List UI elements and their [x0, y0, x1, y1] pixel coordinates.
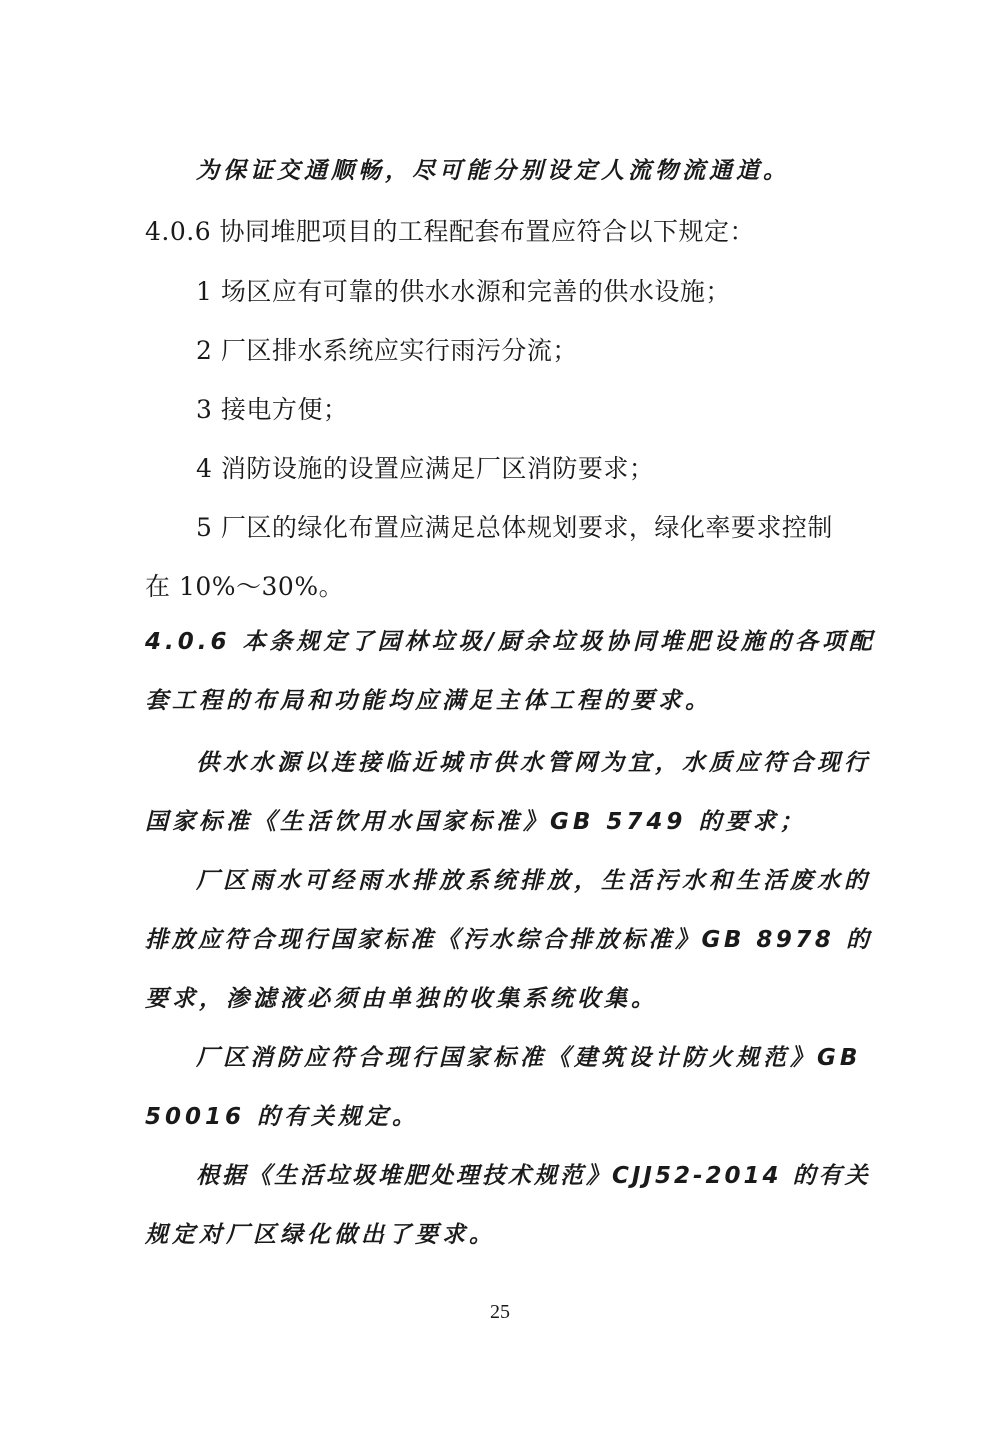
- explanation-line: 根据《生活垃圾堆肥处理技术规范》CJJ52-2014 的有关: [196, 1163, 871, 1189]
- explanation-line: 供水水源以连接临近城市供水管网为宜，水质应符合现行: [196, 750, 871, 776]
- clause-item: 2 厂区排水系统应实行雨污分流；: [196, 336, 578, 365]
- explanation-line: 厂区雨水可经雨水排放系统排放，生活污水和生活废水的: [196, 868, 871, 894]
- explanation-line: 规定对厂区绿化做出了要求。: [145, 1222, 496, 1248]
- explanation-line: 要求，渗滤液必须由单独的收集系统收集。: [145, 986, 658, 1012]
- intro-line: 为保证交通顺畅，尽可能分别设定人流物流通道。: [196, 158, 790, 184]
- clause-item-continuation: 在 10%～30%。: [145, 572, 345, 601]
- clause-item: 1 场区应有可靠的供水水源和完善的供水设施；: [196, 277, 731, 306]
- explanation-line: 50016 的有关规定。: [145, 1104, 420, 1130]
- clause-item: 3 接电方便；: [196, 395, 349, 424]
- clause-heading: 4.0.6 协同堆肥项目的工程配套布置应符合以下规定：: [145, 217, 756, 246]
- clause-item: 4 消防设施的设置应满足厂区消防要求；: [196, 454, 655, 483]
- explanation-line: 套工程的布局和功能均应满足主体工程的要求。: [145, 688, 712, 714]
- explanation-line: 国家标准《生活饮用水国家标准》GB 5749 的要求；: [145, 809, 807, 835]
- clause-item: 5 厂区的绿化布置应满足总体规划要求，绿化率要求控制: [196, 513, 833, 542]
- explanation-line: 4.0.6 本条规定了园林垃圾/厨余垃圾协同堆肥设施的各项配: [145, 629, 876, 655]
- page-number: 25: [490, 1301, 510, 1323]
- explanation-line: 厂区消防应符合现行国家标准《建筑设计防火规范》GB: [196, 1045, 862, 1071]
- explanation-line: 排放应符合现行国家标准《污水综合排放标准》GB 8978 的: [145, 927, 873, 953]
